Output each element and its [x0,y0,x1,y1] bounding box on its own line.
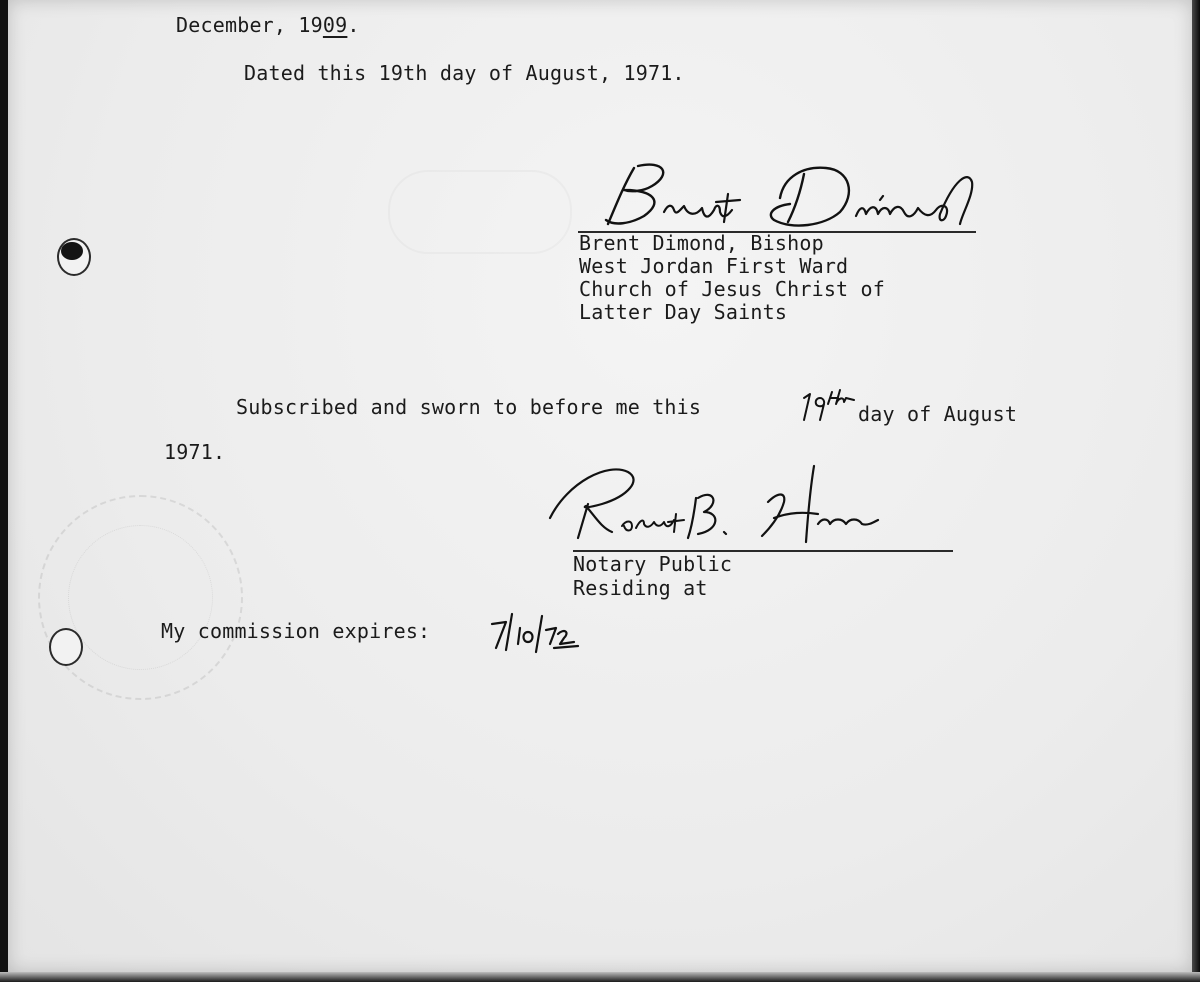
punch-hole-upper-shadow [61,242,83,260]
continuation-date-line [176,14,360,37]
continuation-date-suffix: . [347,13,360,37]
jurat-handwritten-day [798,388,858,424]
notary-handwritten-signature [538,462,888,548]
faint-stamp-impression [388,170,572,254]
page-edge-right [1192,0,1200,982]
bishop-handwritten-signature [594,160,984,242]
jurat-text-after: day of August [858,402,1018,426]
continuation-date-year-suffix: 09 [322,13,348,37]
notary-residence: Residing at [573,576,708,600]
continuation-date-prefix: December, 19 [176,13,323,37]
bishop-church-line-2: Latter Day Saints [579,300,788,324]
commission-handwritten-date [484,610,584,654]
notary-title: Notary Public [573,552,733,576]
jurat-text-before: Subscribed and sworn to before me this [236,395,702,419]
document-page [8,0,1192,972]
notary-embossed-seal [38,495,243,700]
page-edge-bottom [0,972,1200,982]
notary-seal-inner-ring [68,525,213,670]
bishop-name-title: Brent Dimond, Bishop [579,231,824,255]
jurat-year: 1971. [164,440,226,464]
commission-label: My commission expires: [161,619,431,643]
dated-line: Dated this 19th day of August, 1971. [244,61,685,85]
punch-hole-upper [57,238,91,276]
bishop-church-line-1: Church of Jesus Christ of [579,277,886,301]
punch-hole-lower [49,628,83,666]
bishop-ward: West Jordan First Ward [579,254,849,278]
